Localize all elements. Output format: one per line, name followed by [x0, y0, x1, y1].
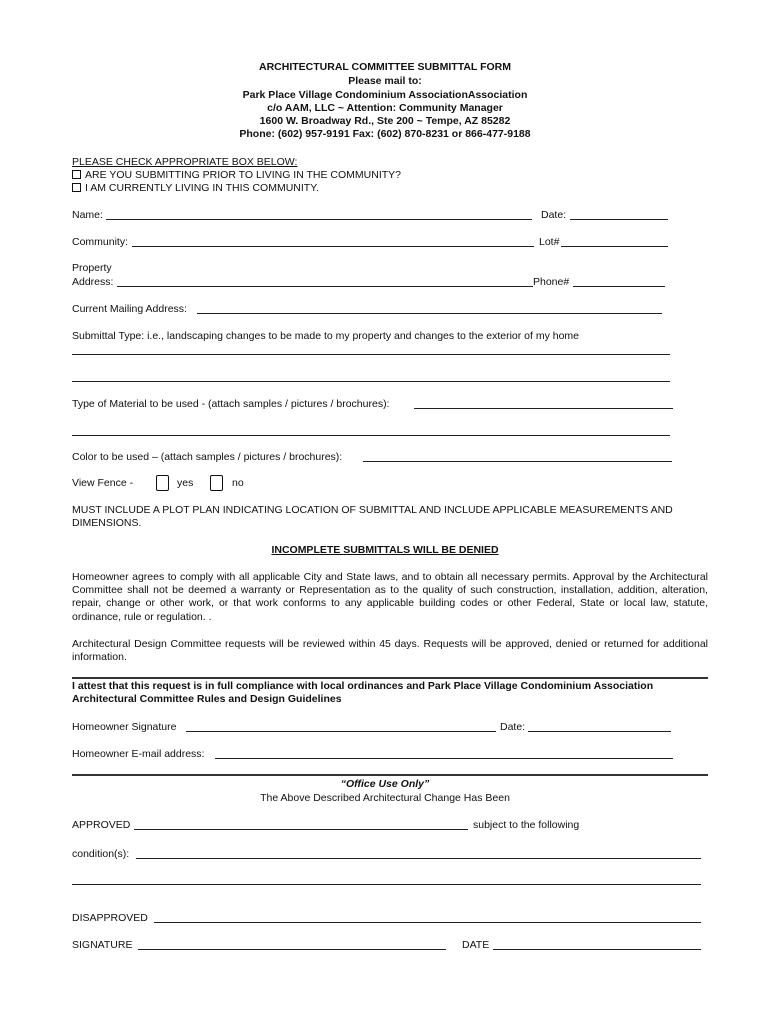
view-fence-label: View Fence - [72, 477, 134, 489]
check-option-prior-label: ARE YOU SUBMITTING PRIOR TO LIVING IN THE COMMUNITY? [85, 169, 402, 181]
material-field[interactable] [414, 408, 673, 409]
check-heading: PLEASE CHECK APPROPRIATE BOX BELOW: [72, 156, 298, 168]
conditions-label: condition(s): [72, 848, 130, 860]
check-option-living[interactable] [72, 182, 319, 195]
material-label: Type of Material to be used - (attach samples / pictures / brochures): [72, 398, 390, 410]
name-label: Name: [72, 209, 103, 221]
conditions-field[interactable] [136, 858, 701, 859]
address-line: 1600 W. Broadway Rd., Ste 200 ~ Tempe, AZ 85282 [259, 115, 511, 127]
check-option-living-label: I AM CURRENTLY LIVING IN THIS COMMUNITY. [85, 182, 319, 194]
subject-to-label: subject to the following [473, 819, 580, 831]
submittal-type-label: Submittal Type: i.e., landscaping changes to be made to my property and changes to the exterior of my home [72, 330, 580, 342]
approved-field[interactable] [134, 829, 468, 830]
phone-fax-line: Phone: (602) 957-9191 Fax: (602) 870-8231 or 866-477-9188 [239, 128, 531, 140]
attest-statement: I attest that this request is in full compliance with local ordinances and Park Place Village Condominium Association Architectural Committee Rules and Design Guidelines [72, 680, 654, 706]
disapproved-label: DISAPPROVED [72, 912, 148, 924]
office-signature-label: SIGNATURE [72, 939, 133, 951]
phone-label: Phone# [533, 276, 570, 288]
material-line-2[interactable] [72, 435, 670, 436]
phone-field[interactable] [573, 286, 665, 287]
association-name: Park Place Village Condominium AssociationAssociation [242, 89, 528, 101]
plot-plan-notice: MUST INCLUDE A PLOT PLAN INDICATING LOCATION OF SUBMITTAL AND INCLUDE APPLICABLE MEASUREMENTS AND DIMENSIONS. [72, 504, 673, 530]
incomplete-notice: INCOMPLETE SUBMITTALS WILL BE DENIED [271, 544, 499, 556]
checkbox-living[interactable] [72, 183, 81, 192]
office-use-title: “Office Use Only” [340, 778, 430, 790]
checkbox-prior[interactable] [72, 170, 81, 179]
office-signature-field[interactable] [138, 949, 446, 950]
community-field[interactable] [132, 246, 534, 247]
disapproved-field[interactable] [154, 922, 701, 923]
address-label: Address: [72, 276, 114, 288]
property-address-field[interactable] [117, 286, 533, 287]
lot-label: Lot# [539, 236, 560, 248]
name-field[interactable] [106, 219, 532, 220]
check-option-prior[interactable] [72, 169, 401, 182]
mailing-address-label: Current Mailing Address: [72, 303, 187, 315]
date-label: Date: [541, 209, 567, 221]
signature-date-label: Date: [500, 721, 526, 733]
color-label: Color to be used – (attach samples / pictures / brochures): [72, 451, 343, 463]
approved-label: APPROVED [72, 819, 131, 831]
section-divider-top [72, 677, 708, 679]
review-paragraph: Architectural Design Committee requests will be reviewed within 45 days. Requests will be approved, denied or returned for additional information. [72, 638, 708, 664]
homeowner-email-field[interactable] [215, 758, 673, 759]
homeowner-email-label: Homeowner E-mail address: [72, 748, 205, 760]
signature-date-field[interactable] [528, 731, 671, 732]
property-label: Property [72, 262, 112, 274]
conditions-line-2[interactable] [72, 884, 701, 885]
view-fence-no-checkbox[interactable] [210, 475, 223, 491]
view-fence-yes-label: yes [177, 477, 194, 489]
lot-field[interactable] [561, 246, 668, 247]
section-divider-office [72, 774, 708, 776]
form-title: ARCHITECTURAL COMMITTEE SUBMITTAL FORM [259, 61, 511, 73]
mail-to-line: Please mail to: [348, 75, 422, 87]
submittal-type-line-2[interactable] [72, 381, 670, 382]
submittal-type-line-1[interactable] [72, 354, 670, 355]
homeowner-signature-label: Homeowner Signature [72, 721, 177, 733]
attention-line: c/o AAM, LLC ~ Attention: Community Manager [267, 102, 503, 114]
date-field[interactable] [570, 219, 668, 220]
view-fence-no-label: no [232, 477, 244, 489]
color-field[interactable] [363, 461, 672, 462]
office-date-label: DATE [462, 939, 490, 951]
view-fence-yes-checkbox[interactable] [156, 475, 169, 491]
agreement-paragraph: Homeowner agrees to comply with all applicable City and State laws, and to obtain all necessary permits. Approval by the Architectural Committee shall not be deemed a warranty or Representation as to the quality of such construction, installation, addition, alteration, repair, change or other work, or that work conforms to any applicable building codes or other Federal, State or local law, statute, ordinance, rule or regulation. . [72, 571, 708, 623]
community-label: Community: [72, 236, 129, 248]
office-date-field[interactable] [493, 949, 701, 950]
office-use-subtitle: The Above Described Architectural Change Has Been [260, 792, 510, 804]
homeowner-signature-field[interactable] [186, 731, 496, 732]
mailing-address-field[interactable] [197, 313, 662, 314]
